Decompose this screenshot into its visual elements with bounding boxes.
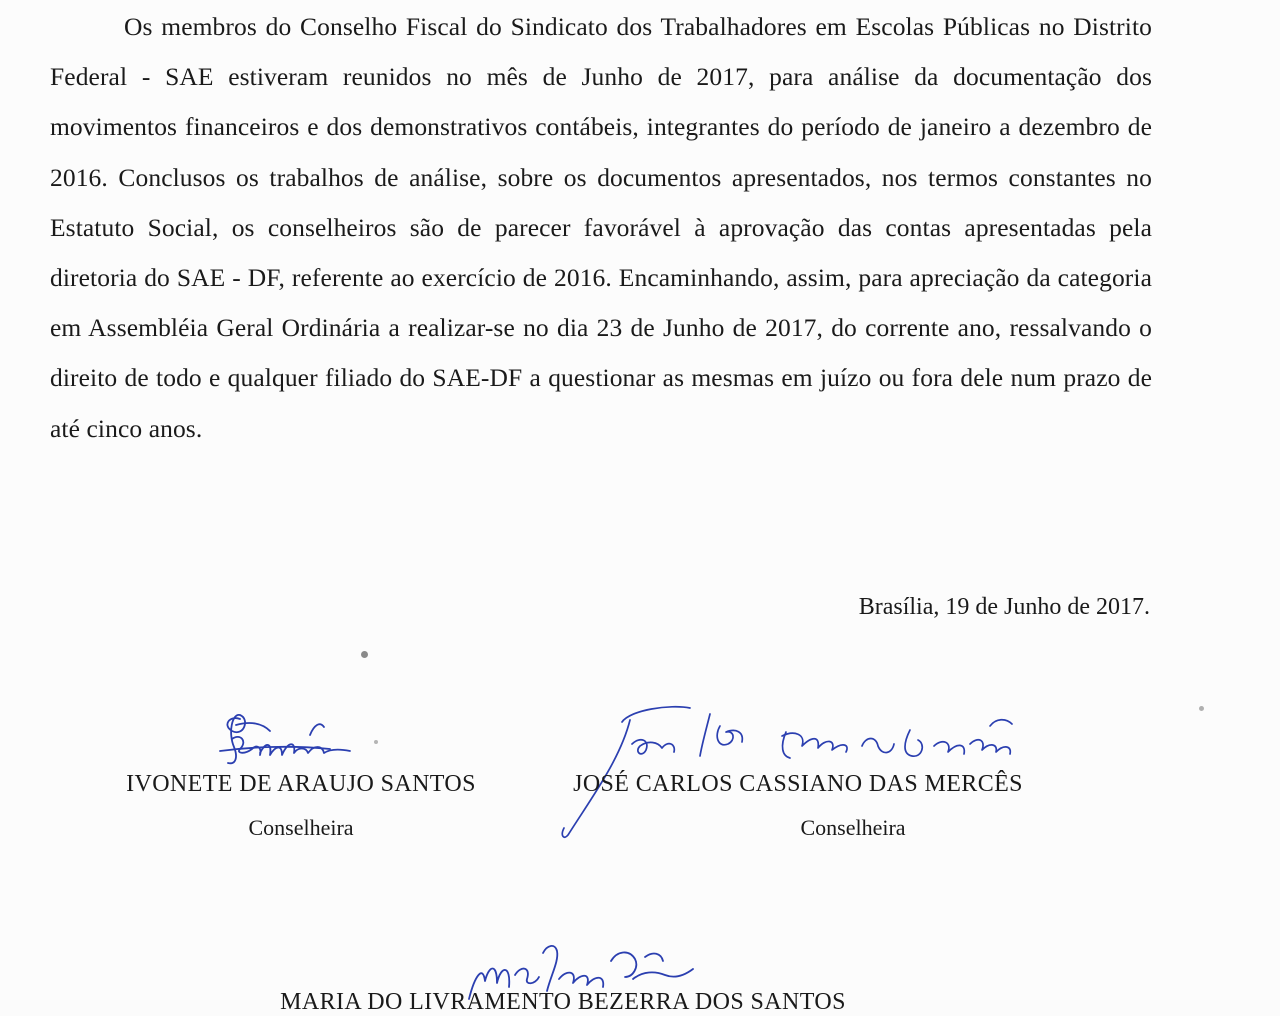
signatory-name: MARIA DO LIVRAMENTO BEZERRA DOS SANTOS <box>280 989 846 1015</box>
body-paragraph: Os membros do Conselho Fiscal do Sindicato dos Trabalhadores em Escolas Públicas no Distrito Federal - SAE estiveram reunidos no mês de Junho de 2017, para análise da documentação dos movimentos financeiros e dos demonstrativos contábeis, integrantes do período de janeiro a dezembro de 2016. Conclusos os trabalhos de análise, sobre os documentos apresentados, nos termos constantes no Estatuto Social, os conselheiros são de parecer favorável à aprovação das contas apresentadas pela diretoria do SAE - DF, referente ao exercício de 2016. Encaminhando, assim, para apreciação da categoria em Assembléia Geral Ordinária a realizar-se no dia 23 de Junho de 2017, do corrente ano, ressalvando o direito de todo e qualquer filiado do SAE-DF a questionar as mesmas em juízo ou fora dele num prazo de até cinco anos. <box>50 12 1152 443</box>
date-line: Brasília, 19 de Junho de 2017. <box>858 594 1150 620</box>
signature-ivonete <box>210 705 380 775</box>
signatory-role: Conselheira <box>800 815 906 840</box>
signature-block-1 <box>120 770 482 842</box>
signatory-role: Conselheira <box>248 815 354 840</box>
scan-speck <box>361 651 368 658</box>
scan-speck <box>374 740 378 744</box>
signatory-name: JOSÉ CARLOS CASSIANO DAS MERCÊS <box>573 771 1023 797</box>
signature-block-3 <box>268 988 858 1016</box>
signatory-name: IVONETE DE ARAUJO SANTOS <box>126 771 476 797</box>
signature-block-2 <box>566 770 1030 842</box>
scan-speck <box>1199 706 1204 711</box>
